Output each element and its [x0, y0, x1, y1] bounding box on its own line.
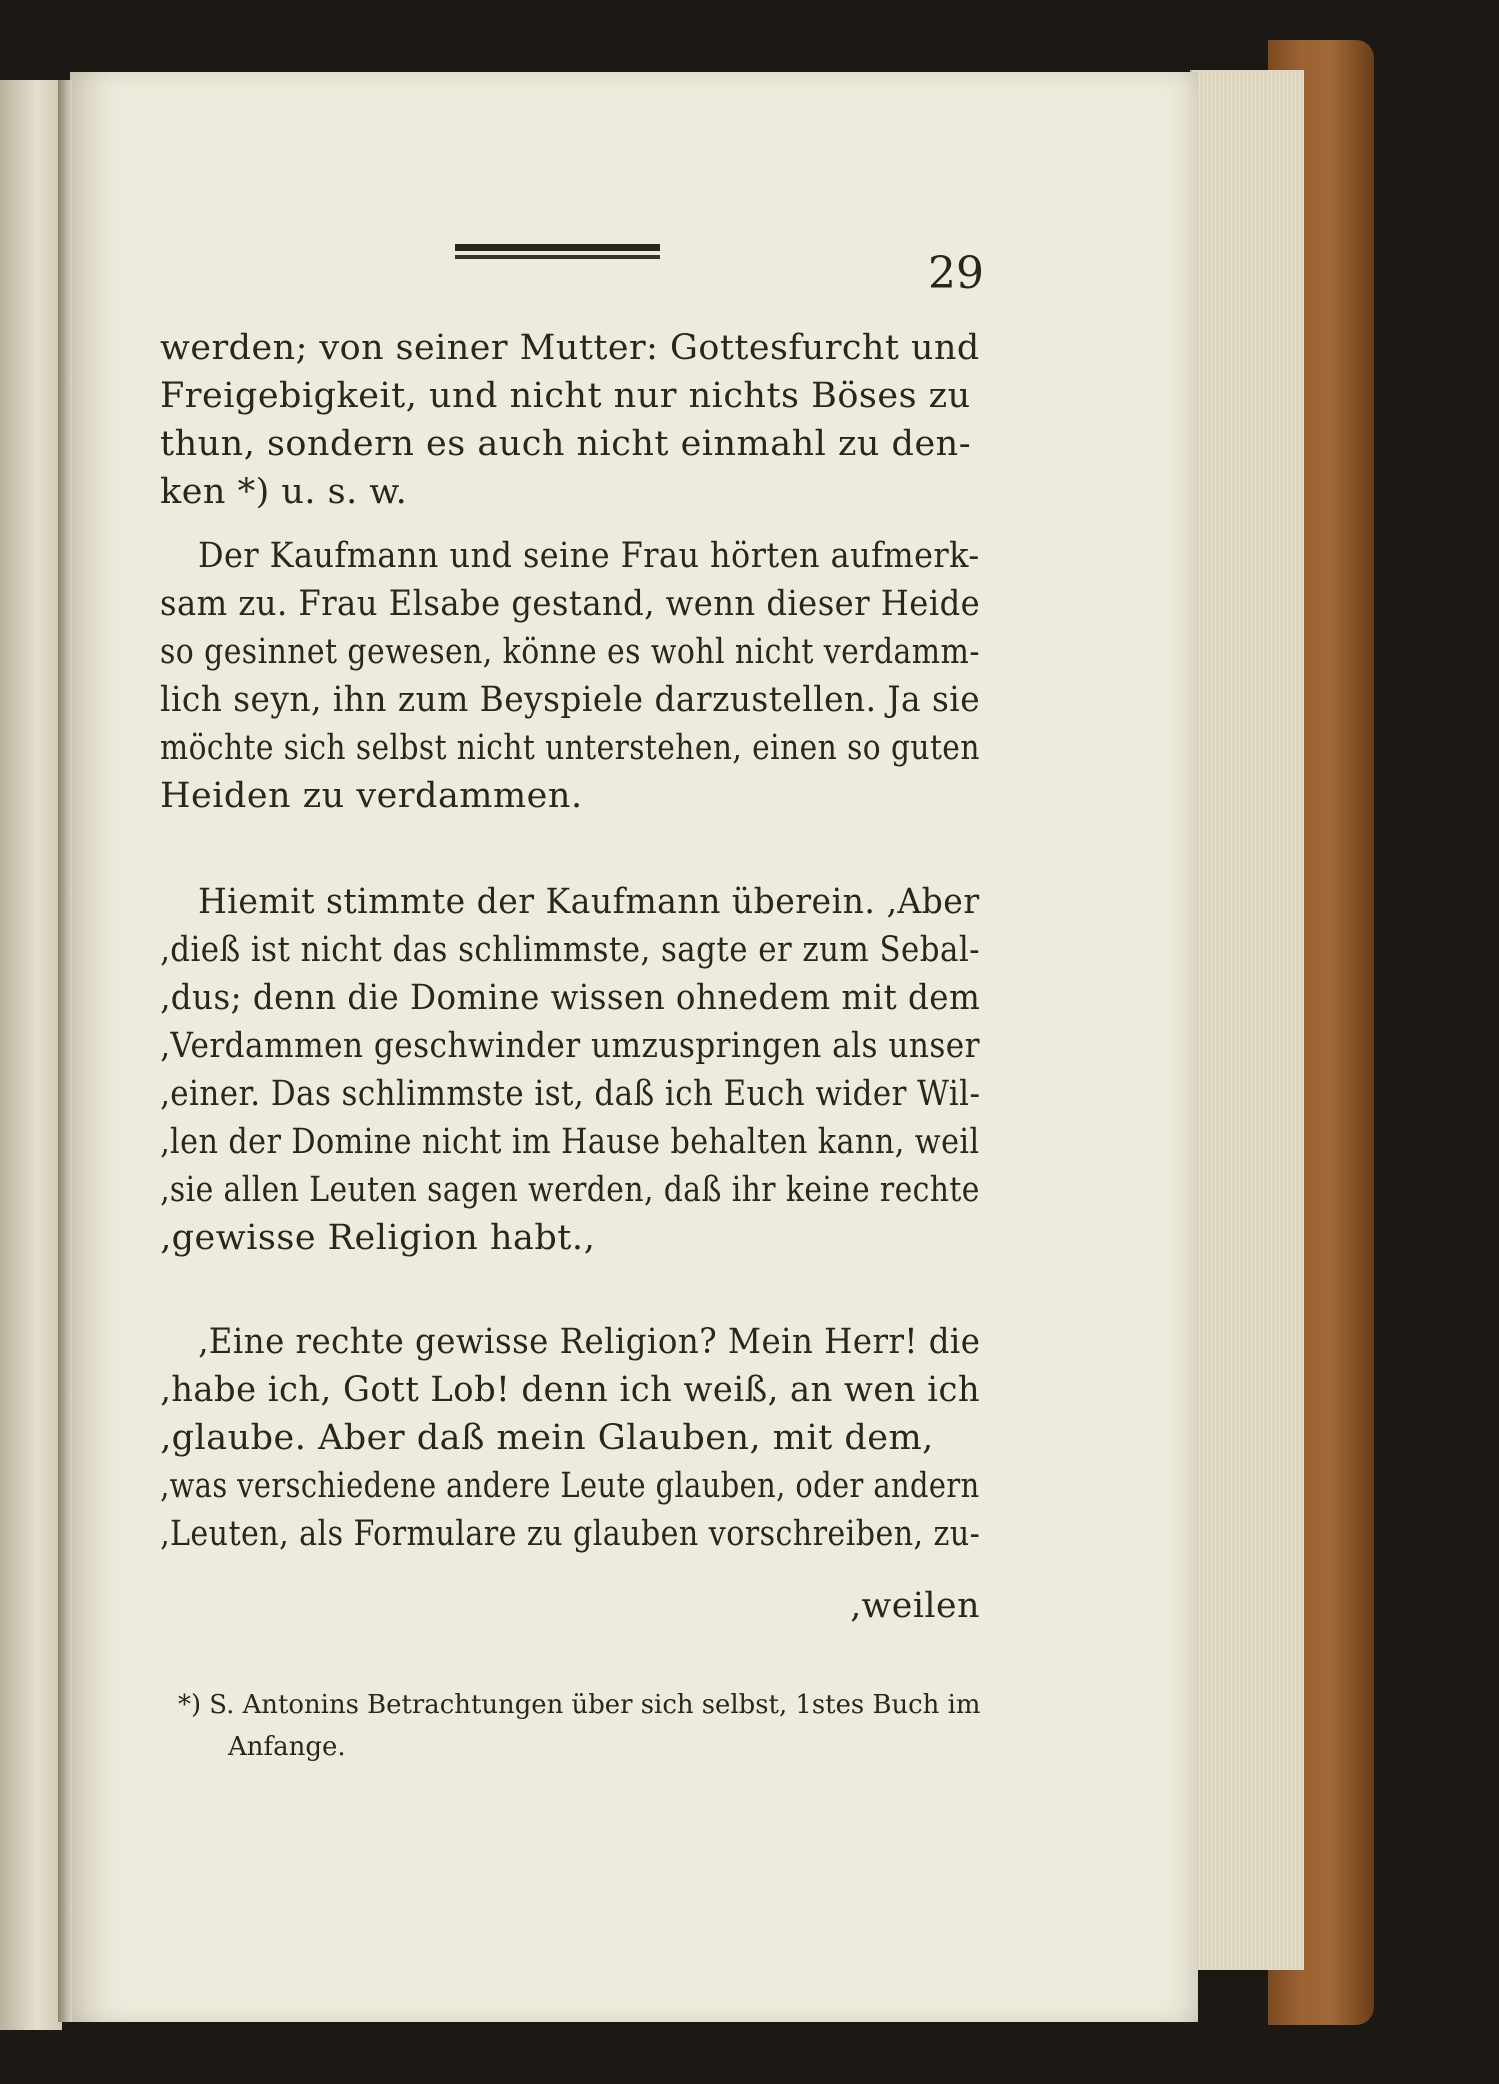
text-line: ‚Eine rechte gewisse Religion? Mein Herr! die: [198, 1322, 981, 1362]
text-line: ‚gewisse Religion habt.‚: [160, 1218, 596, 1258]
text-line: Heiden zu verdammen.: [160, 776, 583, 816]
text-line: ‚habe ich, Gott Lob! denn ich weiß, an wen ich: [160, 1370, 981, 1410]
text-line: ‚Leuten, als Formulare zu glauben vorschreiben, zu-: [160, 1514, 981, 1554]
text-line: Freigebigkeit, und nicht nur nichts Böses zu: [160, 376, 971, 416]
text-line: ‚glaube. Aber daß mein Glauben, mit dem,: [160, 1418, 934, 1458]
text-line: Hiemit stimmte der Kaufmann überein. ‚Aber: [198, 882, 980, 922]
text-line: Der Kaufmann und seine Frau hörten aufmerk-: [198, 536, 980, 576]
page-edges: [1190, 70, 1304, 1970]
page-number: 29: [928, 248, 984, 299]
text-line: ‚einer. Das schlimmste ist, daß ich Euch wider Wil-: [160, 1074, 981, 1114]
text-line: ‚sie allen Leuten sagen werden, daß ihr keine rechte: [160, 1170, 980, 1210]
text-line: thun, sondern es auch nicht einmahl zu den-: [160, 424, 972, 464]
text-line: möchte sich selbst nicht unterstehen, einen so guten: [160, 728, 980, 768]
catchword: ‚weilen: [850, 1586, 980, 1626]
text-line: sam zu. Frau Elsabe gestand, wenn dieser Heide: [160, 584, 981, 624]
text-line: lich seyn, ihn zum Beyspiele darzustellen. Ja sie: [160, 680, 981, 720]
text-line: ‚dus; denn die Domine wissen ohnedem mit dem: [160, 978, 981, 1018]
text-line: ken *) u. s. w.: [160, 472, 408, 512]
text-line: werden; von seiner Mutter: Gottesfurcht und: [160, 328, 980, 368]
text-line: ‚Verdammen geschwinder umzuspringen als unser: [160, 1026, 981, 1066]
footnote-line: Anfange.: [228, 1732, 346, 1762]
footnote-line: *) S. Antonins Betrachtungen über sich selbst, 1stes Buch im: [178, 1690, 981, 1720]
page-gutter: [58, 80, 72, 2022]
text-line: ‚dieß ist nicht das schlimmste, sagte er zum Sebal-: [160, 930, 981, 970]
header-rule-ornament: [455, 244, 660, 262]
facing-page-edge: [0, 80, 62, 2030]
text-line: so gesinnet gewesen, könne es wohl nicht verdamm-: [160, 632, 980, 672]
text-line: ‚was verschiedene andere Leute glauben, oder andern: [160, 1466, 980, 1506]
text-line: ‚len der Domine nicht im Hause behalten kann, weil: [160, 1122, 980, 1162]
